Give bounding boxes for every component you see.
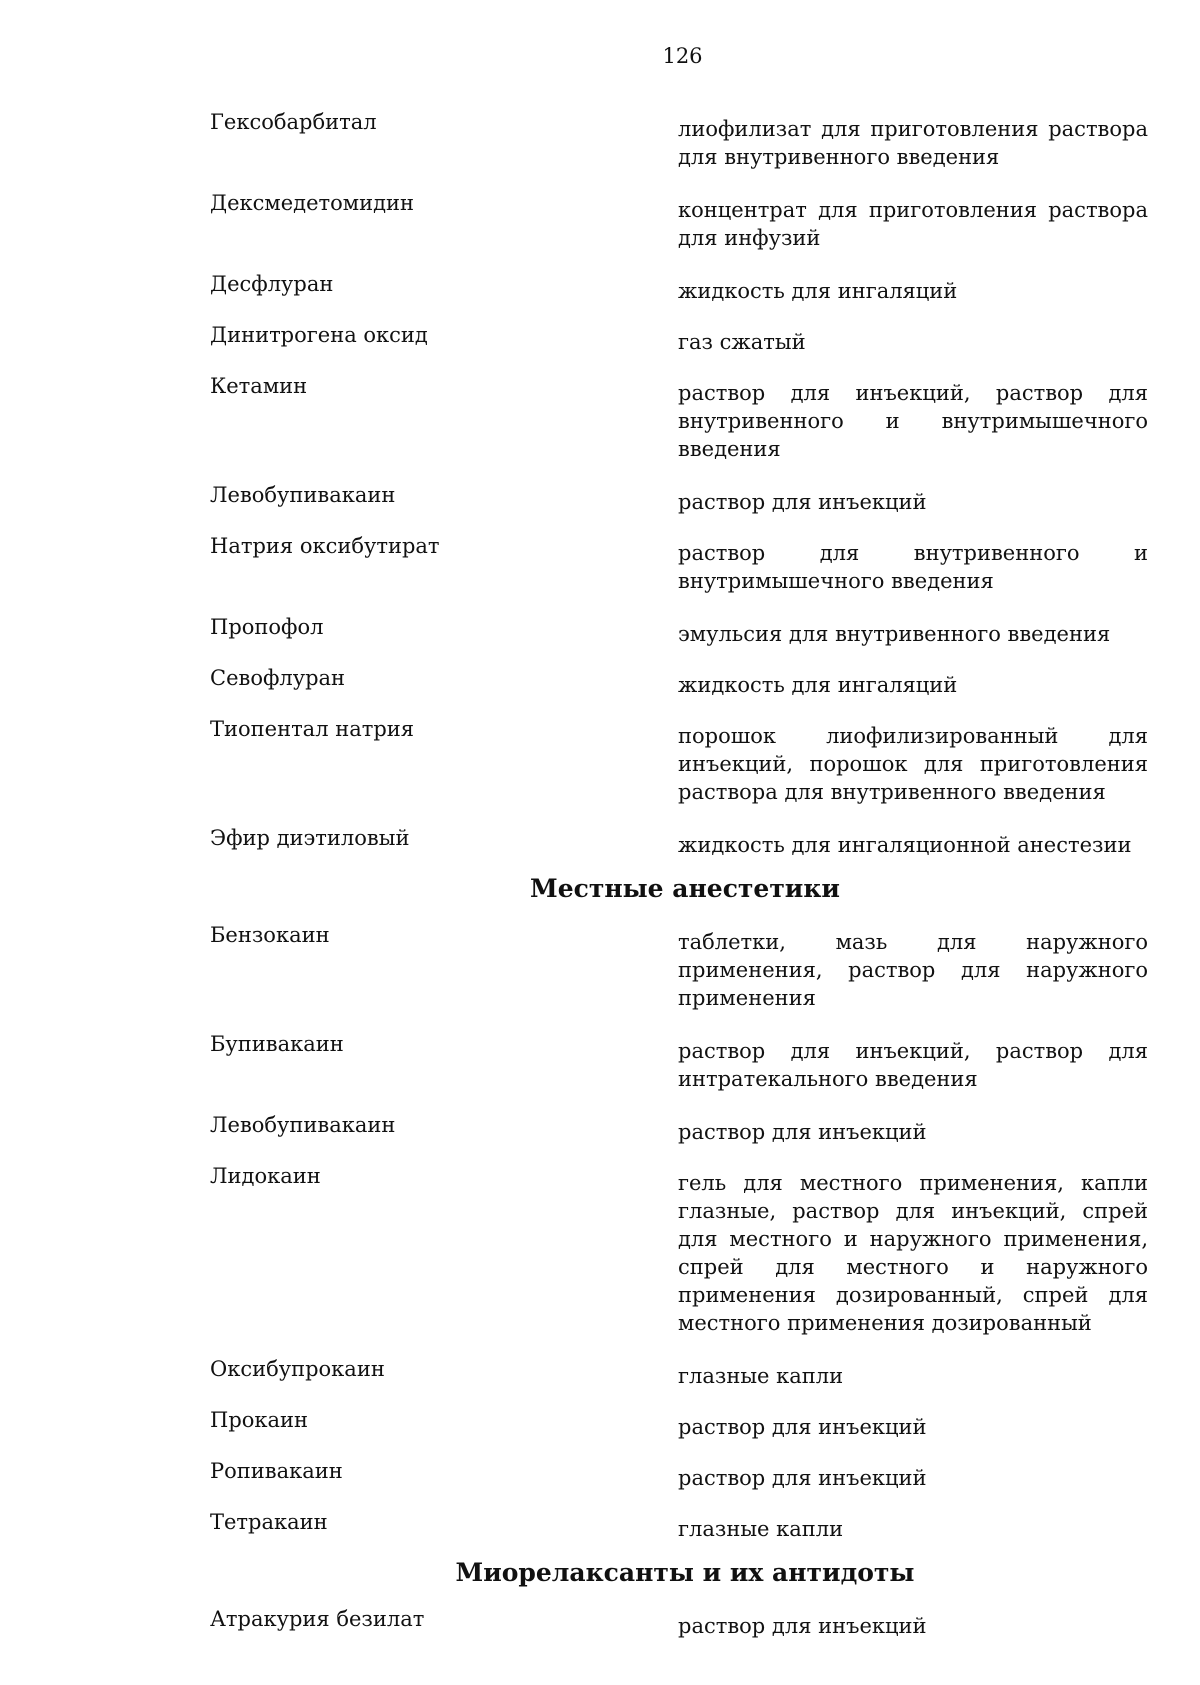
drug-name: Левобупивакаин bbox=[210, 1113, 396, 1137]
dosage-form: газ сжатый bbox=[678, 330, 806, 354]
drug-name: Десфлуран bbox=[210, 272, 334, 296]
drug-row bbox=[210, 1030, 1160, 1093]
drug-row bbox=[210, 321, 1160, 356]
dosage-form: раствор для инъекций bbox=[678, 1614, 927, 1638]
drug-name: Левобупивакаин bbox=[210, 483, 396, 507]
dosage-form: раствор для инъекций, раствор для внутривенного и внутримышечного введения bbox=[678, 381, 1148, 461]
dosage-form: раствор для инъекций, раствор для интратекального введения bbox=[678, 1039, 1148, 1091]
drug-row bbox=[210, 481, 1160, 516]
dosage-form: раствор для внутривенного и внутримышечного введения bbox=[678, 541, 1148, 593]
page-number: 126 bbox=[662, 44, 703, 68]
drug-row bbox=[210, 270, 1160, 305]
drug-row bbox=[210, 613, 1160, 648]
dosage-form: раствор для инъекций bbox=[678, 1415, 927, 1439]
dosage-form: гель для местного применения, капли глазные, раствор для инъекций, спрей для местного и наружного применения, спрей для местного и наружного применения дозированный, спрей для местного применения дозированный bbox=[678, 1171, 1148, 1335]
drug-row bbox=[210, 1111, 1160, 1146]
drug-name: Тетракаин bbox=[210, 1510, 328, 1534]
drug-row bbox=[210, 1508, 1160, 1543]
drug-row bbox=[210, 108, 1160, 171]
section-title: Местные анестетики bbox=[530, 874, 840, 903]
drug-name: Гексобарбитал bbox=[210, 110, 377, 134]
dosage-form: концентрат для приготовления раствора для инфузий bbox=[678, 198, 1148, 250]
dosage-form: глазные капли bbox=[678, 1517, 844, 1541]
dosage-form: глазные капли bbox=[678, 1364, 844, 1388]
dosage-form: эмульсия для внутривенного введения bbox=[678, 622, 1111, 646]
drug-row bbox=[210, 664, 1160, 699]
drug-row bbox=[210, 1406, 1160, 1441]
dosage-form: таблетки, мазь для наружного применения, раствор для наружного применения bbox=[678, 930, 1148, 1010]
drug-name: Бензокаин bbox=[210, 923, 330, 947]
drug-name: Севофлуран bbox=[210, 666, 346, 690]
dosage-form: раствор для инъекций bbox=[678, 1466, 927, 1490]
drug-name: Дексмедетомидин bbox=[210, 191, 415, 215]
drug-row bbox=[210, 532, 1160, 595]
dosage-form: раствор для инъекций bbox=[678, 490, 927, 514]
drug-name: Динитрогена оксид bbox=[210, 323, 428, 347]
drug-name: Натрия оксибутират bbox=[210, 534, 440, 558]
drug-row bbox=[210, 824, 1160, 859]
section-title: Миорелаксанты и их антидоты bbox=[455, 1558, 915, 1587]
drug-row bbox=[210, 1355, 1160, 1390]
drug-row bbox=[210, 189, 1160, 252]
drug-row bbox=[210, 715, 1160, 806]
drug-name: Лидокаин bbox=[210, 1164, 321, 1188]
drug-name: Пропофол bbox=[210, 615, 324, 639]
drug-name: Ропивакаин bbox=[210, 1459, 343, 1483]
drug-name: Оксибупрокаин bbox=[210, 1357, 385, 1381]
drug-row bbox=[210, 372, 1160, 463]
dosage-form: жидкость для ингаляционной анестезии bbox=[678, 833, 1132, 857]
drug-name: Кетамин bbox=[210, 374, 308, 398]
drug-name: Эфир диэтиловый bbox=[210, 826, 410, 850]
dosage-form: жидкость для ингаляций bbox=[678, 673, 958, 697]
dosage-form: лиофилизат для приготовления раствора для внутривенного введения bbox=[678, 117, 1148, 169]
drug-row bbox=[210, 921, 1160, 1012]
drug-name: Бупивакаин bbox=[210, 1032, 344, 1056]
drug-row bbox=[210, 1605, 1160, 1640]
drug-name: Тиопентал натрия bbox=[210, 717, 415, 741]
drug-table bbox=[210, 108, 1160, 1640]
drug-row bbox=[210, 1457, 1160, 1492]
dosage-form: жидкость для ингаляций bbox=[678, 279, 958, 303]
dosage-form: раствор для инъекций bbox=[678, 1120, 927, 1144]
drug-name: Атракурия безилат bbox=[210, 1607, 425, 1631]
drug-name: Прокаин bbox=[210, 1408, 309, 1432]
dosage-form: порошок лиофилизированный для инъекций, порошок для приготовления раствора для внутривенного введения bbox=[678, 724, 1148, 804]
drug-row bbox=[210, 1162, 1160, 1337]
